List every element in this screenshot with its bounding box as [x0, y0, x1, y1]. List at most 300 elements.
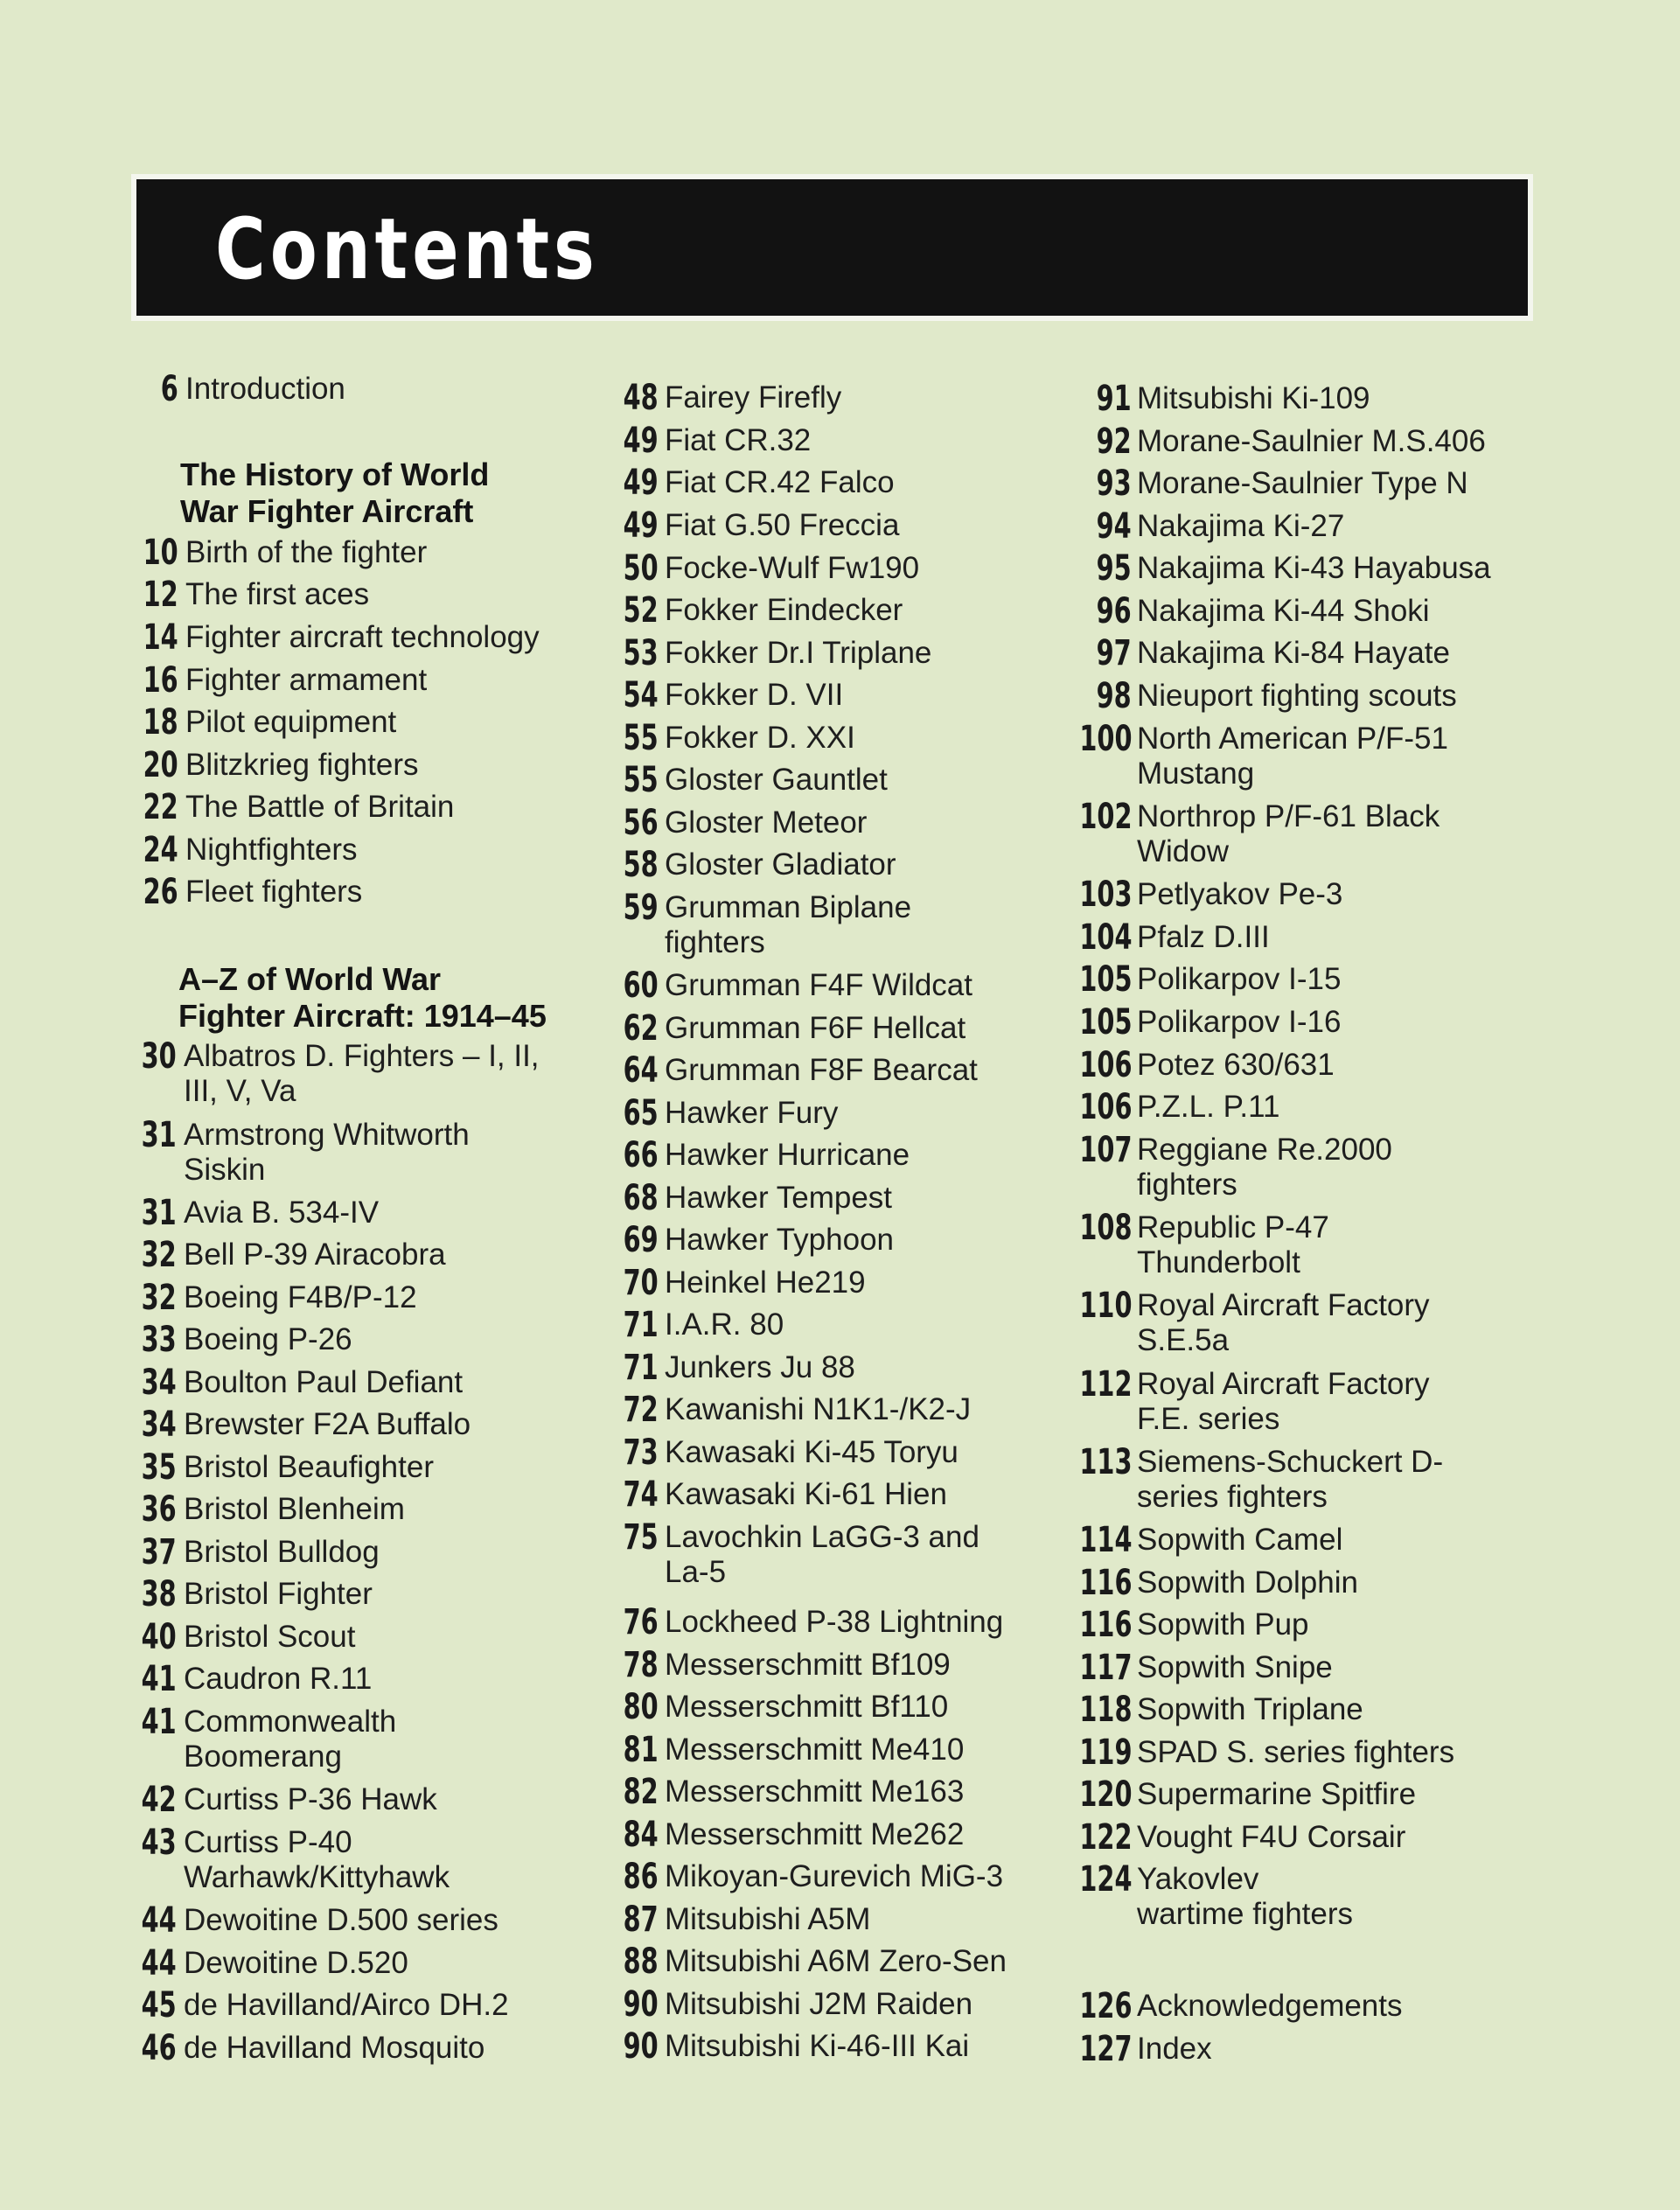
entry-label: Sopwith Camel — [1137, 1523, 1343, 1557]
toc-entry[interactable] — [619, 1857, 1030, 1897]
entry-label: Polikarpov I-16 — [1137, 1005, 1342, 1039]
entry-label: Brewster F2A Buffalo — [184, 1407, 471, 1441]
entry-label: Messerschmitt Me262 — [665, 1817, 965, 1851]
page-number: 94 — [1096, 506, 1132, 547]
entry-label: Gloster Meteor — [665, 805, 868, 840]
entry-label: Mitsubishi Ki-109 — [1137, 381, 1370, 415]
entry-label: Curtiss P-36 Hawk — [184, 1782, 437, 1816]
page-number: 62 — [623, 1008, 659, 1049]
toc-entry[interactable] — [1081, 591, 1518, 631]
entry-label: Commonwealth Boomerang — [184, 1705, 397, 1774]
toc-entry[interactable] — [1081, 548, 1518, 589]
page-number: 31 — [141, 1115, 177, 1155]
toc-entry[interactable] — [619, 1178, 1030, 1218]
page-number: 90 — [623, 2026, 659, 2067]
entry-label: Supermarine Spitfire — [1137, 1777, 1417, 1811]
entry-label: Potez 630/631 — [1137, 1048, 1335, 1082]
page-number: 52 — [623, 590, 659, 631]
toc-entry[interactable] — [619, 1517, 1004, 1590]
entry-label: Mikoyan-Gurevich MiG-3 — [665, 1859, 1004, 1893]
page-number: 81 — [623, 1730, 659, 1770]
toc-entry[interactable] — [619, 1263, 1030, 1303]
page-number: 22 — [143, 787, 178, 827]
page-number: 53 — [623, 633, 659, 673]
page-number: 112 — [1078, 1364, 1132, 1405]
entry-label: Petlyakov Pe-3 — [1137, 877, 1343, 911]
toc-entry[interactable] — [138, 1193, 558, 1233]
toc-entry[interactable] — [1078, 917, 1518, 958]
toc-entry[interactable] — [138, 1574, 558, 1614]
toc-entry[interactable] — [619, 1008, 1030, 1049]
page-number: 106 — [1078, 1087, 1132, 1127]
page-number: 20 — [143, 745, 178, 785]
entry-label: Polikarpov I-15 — [1137, 962, 1342, 996]
entry-label: Fiat CR.42 Falco — [665, 465, 895, 499]
page-number: 87 — [623, 1900, 659, 1940]
entry-label: Blitzkrieg fighters — [185, 748, 419, 782]
entry-label: P.Z.L. P.11 — [1137, 1090, 1280, 1124]
section-heading-history — [180, 457, 489, 530]
page-number: 12 — [143, 575, 178, 615]
entry-label: Caudron R.11 — [184, 1662, 373, 1696]
toc-entry[interactable] — [619, 1433, 1030, 1473]
page-number: 32 — [141, 1235, 177, 1275]
page-number: 58 — [623, 845, 659, 885]
page-number: 117 — [1078, 1648, 1132, 1688]
entry-label: Dewoitine D.500 series — [184, 1903, 498, 1937]
page-number: 71 — [623, 1348, 659, 1388]
entry-label: Introduction — [185, 372, 345, 406]
toc-entry[interactable] — [1081, 422, 1518, 462]
page-number: 116 — [1078, 1563, 1132, 1603]
title-bar — [131, 174, 1533, 321]
toc-entry[interactable] — [619, 675, 1030, 715]
toc-entry[interactable] — [619, 1305, 1030, 1345]
toc-entry[interactable] — [1078, 959, 1518, 1000]
toc-entry[interactable] — [138, 1659, 558, 1699]
page-number: 48 — [623, 378, 659, 418]
page-number: 104 — [1078, 917, 1132, 958]
page-number: 126 — [1078, 1986, 1132, 2026]
entry-label: Nakajima Ki-43 Hayabusa — [1137, 551, 1491, 585]
entry-label: Hawker Tempest — [665, 1181, 893, 1215]
entry-label: The Battle of Britain — [185, 790, 455, 824]
entry-label: Fokker D. VII — [665, 678, 844, 712]
toc-entry[interactable] — [140, 702, 595, 742]
toc-entry[interactable] — [140, 617, 595, 658]
toc-entry[interactable] — [138, 1036, 558, 1109]
page-number: 86 — [623, 1857, 659, 1897]
entry-label: Republic P-47 Thunderbolt — [1137, 1210, 1329, 1279]
toc-entry[interactable] — [619, 1390, 1030, 1430]
entry-label: Fokker D. XXI — [665, 721, 855, 755]
toc-entry[interactable] — [138, 2028, 558, 2068]
entry-label: Avia B. 534-IV — [184, 1196, 380, 1230]
page-number: 41 — [141, 1659, 177, 1699]
page-title: Contents — [215, 200, 599, 298]
entry-label: Albatros D. Fighters – I, II, III, V, Va — [184, 1039, 540, 1108]
page-number: 108 — [1078, 1208, 1132, 1248]
page-number: 24 — [143, 830, 178, 870]
page-number: 46 — [141, 2028, 177, 2068]
entry-label: Grumman F6F Hellcat — [665, 1011, 966, 1045]
entry-label: Heinkel He219 — [665, 1265, 866, 1300]
toc-entry[interactable] — [1078, 1442, 1474, 1515]
entry-label: de Havilland Mosquito — [184, 2031, 485, 2065]
page-number: 78 — [623, 1645, 659, 1685]
toc-entry[interactable] — [1078, 797, 1466, 869]
section-heading-line: A–Z of World War — [178, 961, 441, 997]
toc-entry[interactable] — [138, 1363, 558, 1403]
page-number: 68 — [623, 1178, 659, 1218]
page-number: 10 — [143, 533, 178, 573]
entry-label: I.A.R. 80 — [665, 1307, 784, 1342]
entry-label: Fairey Firefly — [665, 380, 842, 415]
entry-label: Fighter aircraft technology — [185, 620, 540, 654]
entry-label: Hawker Fury — [665, 1096, 839, 1130]
entry-label: Messerschmitt Bf110 — [665, 1690, 949, 1724]
toc-entry[interactable] — [1078, 1087, 1518, 1127]
page-number: 105 — [1078, 1002, 1132, 1042]
entry-label: Sopwith Dolphin — [1137, 1565, 1358, 1600]
toc-entry[interactable] — [619, 845, 1030, 885]
toc-entry[interactable] — [619, 803, 1030, 843]
entry-label: Pilot equipment — [185, 705, 397, 739]
entry-label: Grumman F4F Wildcat — [665, 968, 972, 1002]
toc-entry[interactable] — [619, 378, 1030, 418]
page-number: 40 — [141, 1617, 177, 1657]
entry-label: Reggiane Re.2000 fighters — [1137, 1133, 1392, 1202]
toc-entry[interactable] — [619, 1645, 1030, 1685]
page-number: 59 — [623, 888, 659, 928]
entry-label: Gloster Gauntlet — [665, 763, 888, 797]
entry-label: Fleet fighters — [185, 875, 363, 909]
entry-label: Yakovlev wartime fighters — [1137, 1862, 1354, 1931]
page-number: 18 — [143, 702, 178, 742]
page-number: 54 — [623, 675, 659, 715]
entry-label: North American P/F-51 Mustang — [1137, 722, 1448, 791]
page-number: 98 — [1096, 676, 1132, 716]
entry-label: Vought F4U Corsair — [1137, 1820, 1406, 1854]
page-number: 71 — [623, 1305, 659, 1345]
toc-entry[interactable] — [619, 421, 1030, 461]
entry-label: The first aces — [185, 577, 370, 611]
page-number: 106 — [1078, 1045, 1132, 1085]
page-number: 49 — [623, 421, 659, 461]
entry-label: Boulton Paul Defiant — [184, 1365, 464, 1399]
toc-entry[interactable] — [619, 1942, 1030, 1982]
toc-entry[interactable] — [619, 1815, 1030, 1855]
entry-label: Fokker Dr.I Triplane — [665, 636, 932, 670]
entry-label: Sopwith Triplane — [1137, 1692, 1363, 1726]
page-number: 114 — [1078, 1520, 1132, 1560]
entry-label: Lockheed P-38 Lightning — [665, 1605, 1004, 1639]
page-number: 72 — [623, 1390, 659, 1430]
entry-label: SPAD S. series fighters — [1137, 1735, 1455, 1769]
page-number: 119 — [1078, 1732, 1132, 1773]
entry-label: Nakajima Ki-84 Hayate — [1137, 636, 1450, 670]
entry-label: Nieuport fighting scouts — [1137, 679, 1457, 713]
toc-entry[interactable] — [619, 2026, 1030, 2067]
toc-entry[interactable] — [1081, 676, 1518, 716]
page-number: 74 — [623, 1474, 659, 1515]
page-number: 36 — [141, 1489, 177, 1530]
page-number: 60 — [623, 966, 659, 1006]
entry-label: Sopwith Pup — [1137, 1607, 1309, 1642]
page-number: 43 — [141, 1823, 177, 1863]
page-number: 69 — [623, 1220, 659, 1260]
entry-label: Fokker Eindecker — [665, 593, 903, 627]
toc-entry[interactable] — [619, 1220, 1030, 1260]
toc-entry[interactable] — [138, 1278, 558, 1318]
entry-label: Armstrong Whitworth Siskin — [184, 1118, 470, 1187]
toc-entry[interactable] — [619, 1772, 1030, 1812]
toc-entry[interactable] — [138, 1115, 558, 1188]
toc-entry[interactable] — [1081, 464, 1518, 504]
toc-entry[interactable] — [138, 1320, 558, 1360]
toc-entry[interactable] — [1078, 1986, 1518, 2026]
toc-entry[interactable] — [619, 548, 1030, 589]
toc-entry[interactable] — [619, 1474, 1030, 1515]
entry-label: de Havilland/Airco DH.2 — [184, 1988, 509, 2022]
toc-entry[interactable] — [138, 1617, 558, 1657]
section-heading-az — [178, 961, 547, 1035]
toc-entry[interactable] — [1078, 875, 1518, 915]
toc-entry[interactable] — [1078, 1732, 1518, 1773]
page-number: 88 — [623, 1942, 659, 1982]
entry-label: Sopwith Snipe — [1137, 1650, 1333, 1684]
toc-entry[interactable] — [619, 505, 1030, 546]
toc-entry[interactable] — [1078, 1520, 1518, 1560]
page-number: 90 — [623, 1984, 659, 2025]
entry-label: Acknowledgements — [1137, 1989, 1403, 2023]
toc-entry[interactable] — [619, 1687, 1030, 1727]
page-number: 35 — [141, 1447, 177, 1488]
toc-entry[interactable] — [1078, 1859, 1370, 1932]
toc-entry[interactable] — [1081, 633, 1518, 673]
page-number: 31 — [141, 1193, 177, 1233]
entry-label: Birth of the fighter — [185, 535, 428, 569]
toc-entry[interactable] — [138, 1405, 558, 1445]
page-number: 100 — [1078, 719, 1132, 759]
entry-label: Lavochkin LaGG-3 and La-5 — [665, 1520, 979, 1589]
toc-entry[interactable] — [619, 1602, 1030, 1642]
toc-entry[interactable] — [1078, 1130, 1413, 1203]
entry-label: Fiat CR.32 — [665, 423, 812, 457]
toc-entry[interactable] — [1078, 1563, 1518, 1603]
page-number: 96 — [1096, 591, 1132, 631]
page-number: 82 — [623, 1772, 659, 1812]
toc-entry[interactable] — [1078, 1208, 1370, 1280]
toc-entry[interactable] — [1078, 1690, 1518, 1730]
page-number: 124 — [1078, 1859, 1132, 1900]
page-number: 6 — [160, 369, 178, 409]
page-number: 120 — [1078, 1774, 1132, 1815]
entry-label: Bristol Fighter — [184, 1577, 373, 1611]
page-number: 38 — [141, 1574, 177, 1614]
page-number: 64 — [623, 1050, 659, 1091]
entry-label: Bristol Bulldog — [184, 1535, 380, 1569]
toc-entry[interactable] — [138, 1235, 558, 1275]
toc-entry[interactable] — [1081, 379, 1518, 419]
toc-entry[interactable] — [1078, 1002, 1518, 1042]
page-number: 105 — [1078, 959, 1132, 1000]
toc-entry[interactable] — [619, 1348, 1030, 1388]
section-heading-line: War Fighter Aircraft — [180, 493, 474, 529]
page-number: 73 — [623, 1433, 659, 1473]
entry-label: Messerschmitt Bf109 — [665, 1648, 951, 1682]
page-number: 50 — [623, 548, 659, 589]
page-number: 34 — [141, 1363, 177, 1403]
entry-label: Northrop P/F-61 Black Widow — [1137, 799, 1440, 868]
entry-label: Nightfighters — [185, 833, 358, 867]
page-number: 33 — [141, 1320, 177, 1360]
toc-entry[interactable] — [619, 890, 934, 960]
entry-label: Dewoitine D.520 — [184, 1946, 408, 1980]
entry-label: Royal Aircraft Factory F.E. series — [1137, 1367, 1430, 1436]
entry-label: Messerschmitt Me410 — [665, 1732, 965, 1767]
toc-entry[interactable] — [138, 1532, 558, 1572]
page-number: 91 — [1096, 379, 1132, 419]
page-number: 41 — [141, 1702, 177, 1742]
toc-entry[interactable] — [140, 533, 595, 573]
page-number: 110 — [1078, 1286, 1132, 1326]
entry-label: Fighter armament — [185, 663, 428, 697]
toc-entry[interactable] — [619, 966, 1030, 1006]
toc-entry[interactable] — [619, 1984, 1030, 2025]
toc-entry[interactable] — [1078, 1774, 1518, 1815]
page-number: 70 — [623, 1263, 659, 1303]
entry-label: Index — [1137, 2032, 1212, 2066]
page-number: 93 — [1096, 464, 1132, 504]
entry-label: Bristol Blenheim — [184, 1492, 405, 1526]
page-number: 76 — [623, 1602, 659, 1642]
entry-label: Boeing P-26 — [184, 1322, 352, 1356]
page-number: 16 — [143, 660, 178, 701]
toc-entry[interactable] — [619, 590, 1030, 631]
toc-entry[interactable] — [140, 369, 595, 409]
toc-entry[interactable] — [1078, 1364, 1474, 1437]
page-number: 65 — [623, 1093, 659, 1133]
toc-entry[interactable] — [140, 660, 595, 701]
page-number: 55 — [623, 718, 659, 758]
entry-label: Mitsubishi Ki-46-III Kai — [665, 2029, 970, 2063]
entry-label: Pfalz D.III — [1137, 920, 1270, 954]
toc-entry[interactable] — [138, 1825, 471, 1895]
page-number: 103 — [1078, 875, 1132, 915]
toc-entry[interactable] — [140, 830, 595, 870]
page-number: 44 — [141, 1900, 177, 1941]
entry-label: Siemens-Schuckert D-series fighters — [1137, 1445, 1444, 1514]
toc-entry[interactable] — [138, 1780, 558, 1820]
toc-entry[interactable] — [1081, 506, 1518, 547]
entry-label: Fiat G.50 Freccia — [665, 508, 900, 542]
page-number: 118 — [1078, 1690, 1132, 1730]
page-number: 84 — [623, 1815, 659, 1855]
toc-entry[interactable] — [619, 463, 1030, 503]
toc-entry[interactable] — [619, 1135, 1030, 1175]
toc-entry[interactable] — [138, 1489, 558, 1530]
page-number: 42 — [141, 1780, 177, 1820]
page-number: 49 — [623, 463, 659, 503]
toc-entry[interactable] — [140, 872, 595, 912]
toc-entry[interactable] — [1078, 1817, 1518, 1858]
entry-label: Nakajima Ki-44 Shoki — [1137, 594, 1430, 628]
page-number: 122 — [1078, 1817, 1132, 1858]
page-number: 34 — [141, 1405, 177, 1445]
entry-label: Kawanishi N1K1-/K2-J — [665, 1392, 972, 1426]
page-number: 37 — [141, 1532, 177, 1572]
page-number: 26 — [143, 872, 178, 912]
toc-entry[interactable] — [619, 1900, 1030, 1940]
toc-entry[interactable] — [1078, 1605, 1518, 1645]
page-number: 55 — [623, 760, 659, 800]
page-number: 113 — [1078, 1442, 1132, 1482]
toc-entry[interactable] — [138, 1702, 488, 1774]
entry-label: Morane-Saulnier Type N — [1137, 466, 1468, 500]
entry-label: Bristol Scout — [184, 1620, 356, 1654]
toc-entry[interactable] — [1078, 2029, 1518, 2069]
section-heading-line: The History of World — [180, 457, 490, 492]
page-number: 116 — [1078, 1605, 1132, 1645]
page-number: 92 — [1096, 422, 1132, 462]
toc-entry[interactable] — [138, 1943, 558, 1983]
toc-entry[interactable] — [1078, 1286, 1474, 1358]
toc-entry[interactable] — [138, 1900, 558, 1941]
page-number: 49 — [623, 505, 659, 546]
toc-entry[interactable] — [1078, 1045, 1518, 1085]
toc-entry[interactable] — [140, 787, 595, 827]
entry-label: Mitsubishi J2M Raiden — [665, 1987, 973, 2021]
toc-entry[interactable] — [138, 1447, 558, 1488]
toc-entry[interactable] — [619, 718, 1030, 758]
page-number: 80 — [623, 1687, 659, 1727]
entry-label: Gloster Gladiator — [665, 847, 896, 882]
page-number: 127 — [1078, 2029, 1132, 2069]
toc-entry[interactable] — [138, 1985, 558, 2025]
entry-label: Bell P-39 Airacobra — [184, 1237, 446, 1272]
entry-label: Mitsubishi A6M Zero-Sen — [665, 1944, 1007, 1978]
page-number: 44 — [141, 1943, 177, 1983]
entry-label: Royal Aircraft Factory S.E.5a — [1137, 1288, 1430, 1357]
toc-entry[interactable] — [619, 1093, 1030, 1133]
toc-entry[interactable] — [619, 633, 1030, 673]
entry-label: Nakajima Ki-27 — [1137, 509, 1345, 543]
toc-entry[interactable] — [140, 575, 595, 615]
entry-label: Junkers Ju 88 — [665, 1350, 855, 1384]
toc-entry[interactable] — [140, 745, 595, 785]
toc-entry[interactable] — [619, 760, 1030, 800]
page-number: 32 — [141, 1278, 177, 1318]
page-number: 102 — [1078, 797, 1132, 837]
entry-label: Boeing F4B/P-12 — [184, 1280, 417, 1314]
page-number: 14 — [143, 617, 178, 658]
entry-label: Morane-Saulnier M.S.406 — [1137, 424, 1486, 458]
toc-entry[interactable] — [1078, 1648, 1518, 1688]
entry-label: Focke-Wulf Fw190 — [665, 551, 920, 585]
page-number: 45 — [141, 1985, 177, 2025]
entry-label: Bristol Beaufighter — [184, 1450, 434, 1484]
page-number: 66 — [623, 1135, 659, 1175]
entry-label: Messerschmitt Me163 — [665, 1774, 965, 1809]
entry-label: Grumman F8F Bearcat — [665, 1053, 978, 1087]
toc-entry[interactable] — [619, 1050, 1030, 1091]
toc-entry[interactable] — [619, 1730, 1030, 1770]
entry-label: Mitsubishi A5M — [665, 1902, 871, 1936]
entry-label: Kawasaki Ki-45 Toryu — [665, 1435, 959, 1469]
page-number: 95 — [1096, 548, 1132, 589]
toc-entry[interactable] — [1078, 719, 1466, 791]
